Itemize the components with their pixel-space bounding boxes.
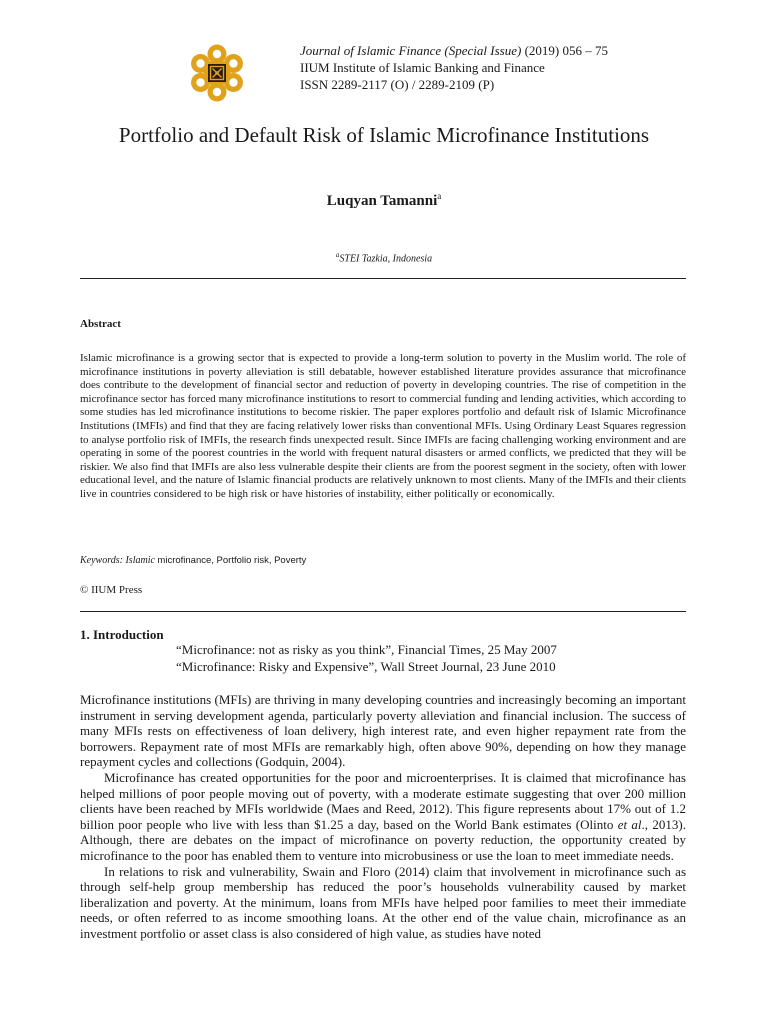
paragraph-2-part-b: ., 2013). Although, there are debates on the impact of microfinance on poverty reduction, the opportunity created by microfinance to the poor has enabled them to venture into microbusiness or use the loan to meet immediate needs. (80, 816, 686, 863)
affiliation (0, 251, 768, 264)
keywords-list: microfinance, Portfolio risk, Poverty (157, 555, 307, 566)
divider-bottom (80, 611, 686, 612)
journal-name: Journal of Islamic Finance (Special Issue) (300, 43, 522, 58)
paragraph-2-italic: et al (617, 816, 642, 832)
abstract-heading: Abstract (80, 318, 121, 330)
affiliation-superscript: a (335, 251, 340, 259)
journal-info (300, 42, 608, 93)
epigraphs (176, 641, 557, 675)
paragraph-3: In relations to risk and vulnerability, Swain and Floro (2014) claim that involvement in microfinance such as through self-help group membership has reduced the poor’s households vulnerability caused by market liberalization and poverty. At the minimum, loans from MFIs have helped poor families to meet their immediate needs, or often referred to as income smoothing loans. At the other end of the value chain, microfinance as an investment portfolio or asset class is also considered of high value, as studies have noted (80, 863, 686, 941)
introduction-body (80, 692, 686, 942)
author-name: Luqyan Tamanni (326, 193, 438, 209)
affiliation-text: STEI Tazkia, Indonesia (339, 253, 433, 265)
journal-pages: (2019) 056 – 75 (521, 43, 608, 58)
abstract-text: Islamic microfinance is a growing sector that is expected to provide a long-term solution to poverty in the Muslim world. The role of microfinance institutions in poverty alleviation is still debatable, however established literature provides assurance that microfinance does contribute to the development of financial sector and reduction of poverty in developing countries. The rise of competition in the microfinance sector has forced many microfinance institutions to resort to commercial funding and lending activities, which according to some studies has led microfinance institutions to become riskier. The paper explores portfolio and default risk of Islamic Microfinance Institutions (IMFIs) and find that they are facing relatively lower risks than conventional MFIs. Using Ordinary Least Squares regression to analyse portfolio risk of IMFIs, the research finds unexpected result. Since IMFIs are facing challenging working environment and are operating in some of the poorest countries in the world with frequent natural disasters or armed conflicts, we predicted that they will be riskier. We also find that IMFIs are also less vulnerable despite their clients are from the poorest segment in the society, often with lower educational level, and the nature of Islamic financial products are relatively unknown to most clients. Many of the IMFIs and their clients live in countries considered to be high risk or have histories of instability, either politically or economically. (80, 352, 686, 500)
paragraph-2 (80, 770, 686, 864)
section-heading-introduction: 1. Introduction (80, 627, 164, 642)
journal-citation-line (300, 42, 608, 59)
keywords (80, 555, 306, 566)
paper-title: Portfolio and Default Risk of Islamic Microfinance Institutions (118, 123, 650, 147)
journal-logo-icon (188, 44, 246, 102)
keywords-label: Keywords: (80, 555, 123, 566)
keywords-first: Islamic (125, 555, 155, 566)
author-superscript: a (437, 191, 442, 201)
journal-institute: IIUM Institute of Islamic Banking and Finance (300, 60, 545, 75)
paragraph-2-part-a: Microfinance has created opportunities for the poor and microenterprises. It is claimed that microfinance has helped millions of poor people moving out of poverty, with a moderate estimate suggesting that over 200 million clients have been reached by MFIs worldwide (Maes and Reed, 2012). This figure represents about 17% out of 1.2 billion poor people who live with less than $1.25 a day, based on the World Bank estimates (Olinto (80, 769, 686, 832)
divider-top (80, 278, 686, 279)
author (0, 191, 768, 210)
copyright: © IIUM Press (80, 584, 143, 596)
journal-issn: ISSN 2289-2117 (O) / 2289-2109 (P) (300, 77, 495, 92)
paragraph-1: Microfinance institutions (MFIs) are thriving in many developing countries and increasingly becoming an important instrument in serving development agenda, particularly poverty alleviation and financial inclusion. The success of many MFIs rests on effectiveness of loan delivery, high interest rate, and even higher repayment rate from the borrowers. Repayment rate of most MFIs are remarkably high, often above 90%, depending on how they manage repayment cycles and collections (Godquin, 2004). (80, 692, 686, 770)
epigraph-2: “Microfinance: Risky and Expensive”, Wall Street Journal, 23 June 2010 (176, 659, 556, 674)
epigraph-1: “Microfinance: not as risky as you think”, Financial Times, 25 May 2007 (176, 642, 557, 657)
